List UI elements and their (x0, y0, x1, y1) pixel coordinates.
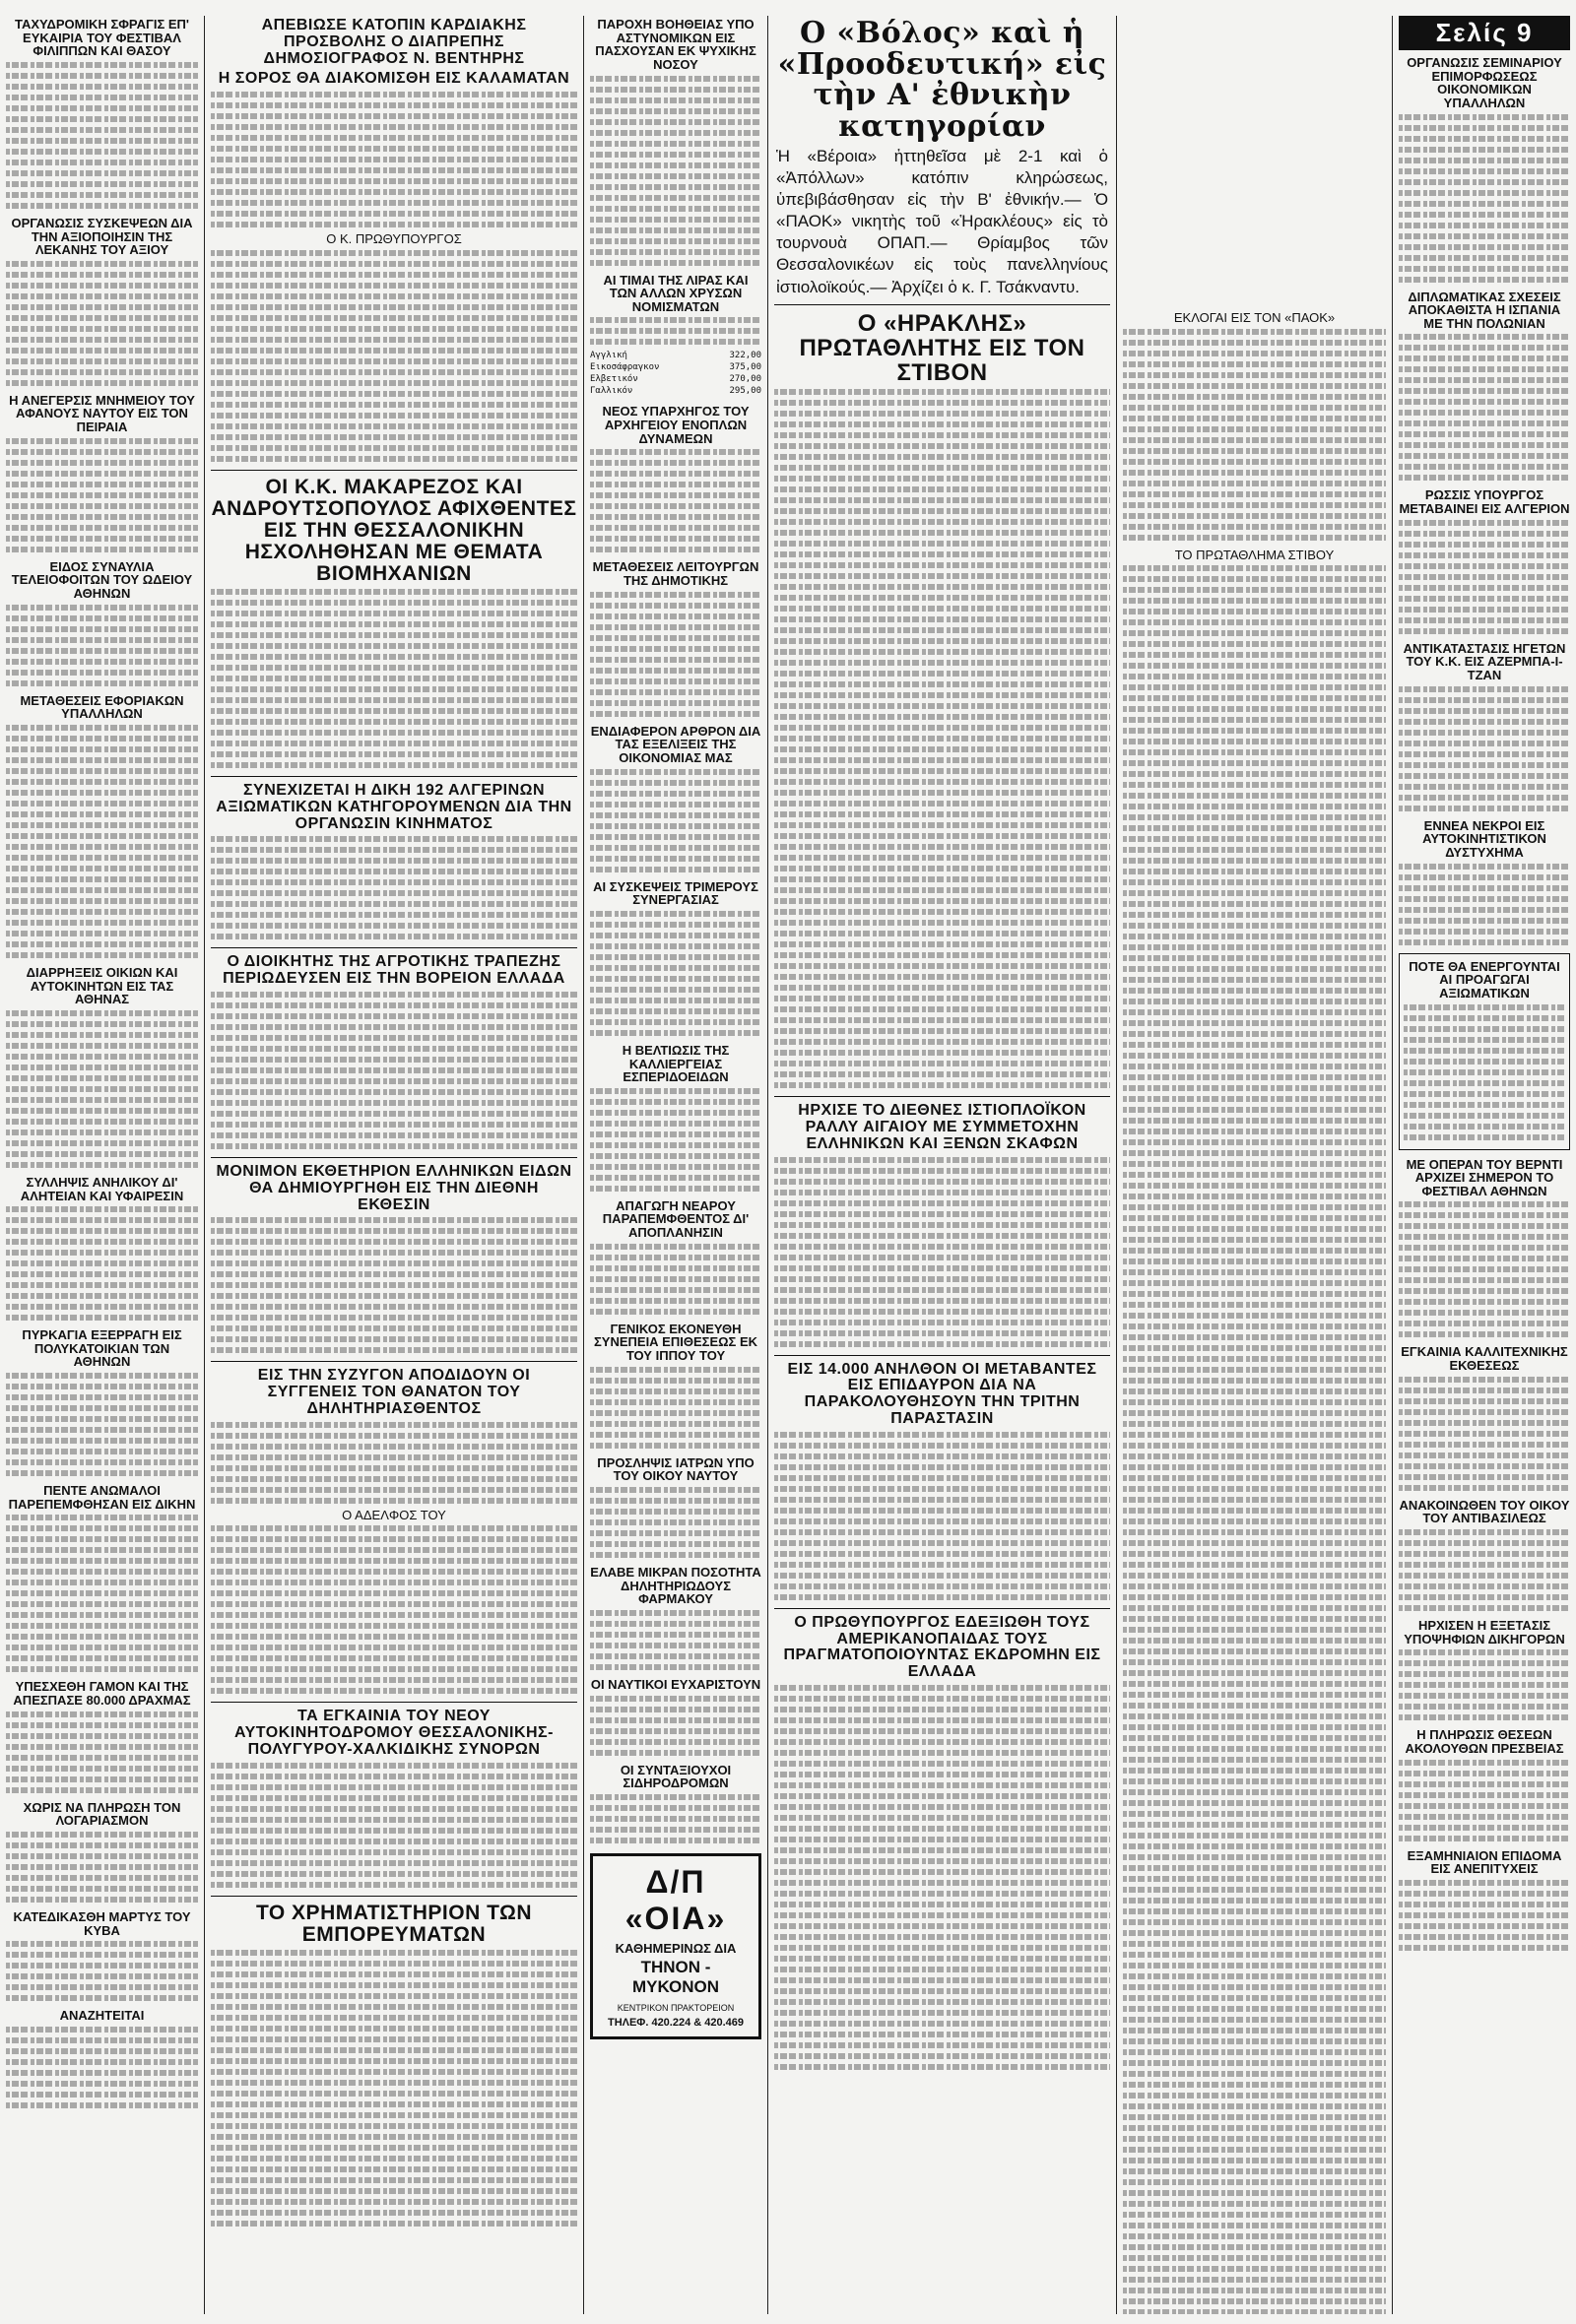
price-row: Εικοσάφραγκον 375,00 (590, 362, 761, 373)
headline: ΔΙΠΛΩΜΑΤΙΚΑΣ ΣΧΕΣΕΙΣ ΑΠΟΚΑΘΙΣΤΑ Η ΙΣΠΑΝΙΑ ΜΕ ΤΗΝ ΠΟΛΩΝΙΑΝ (1408, 289, 1561, 331)
headline: ΕΙΣ ΤΗΝ ΣΥΖΥΓΟΝ ΑΠΟΔΙΔΟΥΝ ΟΙ ΣΥΓΓΕΝΕΙΣ ΤΟΝ ΘΑΝΑΤΟΝ ΤΟΥ ΔΗΛΗΤΗΡΙΑΣΘΕΝΤΟΣ (257, 1367, 531, 1418)
headline: ΝΕΟΣ ΥΠΑΡΧΗΓΟΣ ΤΟΥ ΑΡΧΗΓΕΙΟΥ ΕΝΟΠΛΩΝ ΔΥΝΑΜΕΩΝ (602, 404, 750, 446)
headline: ΑΙ ΤΙΜΑΙ ΤΗΣ ΛΙΡΑΣ ΚΑΙ ΤΩΝ ΑΛΛΩΝ ΧΡΥΣΩΝ ΝΟΜΙΣΜΑΤΩΝ (603, 272, 749, 314)
article-body (1399, 1529, 1570, 1611)
subheadline: Η ΣΟΡΟΣ ΘΑ ΔΙΑΚΟΜΙΣΘΗ ΕΙΣ ΚΑΛΑΜΑΤΑΝ (218, 70, 570, 88)
article-body (211, 1217, 577, 1353)
story (590, 880, 761, 1036)
lead-story (774, 18, 1110, 1088)
headline: ΚΑΤΕΔΙΚΑΣΘΗ ΜΑΡΤΥΣ ΤΟΥ ΚΥΒΑ (13, 1908, 191, 1938)
ad-phone: ΤΗΛΕΦ. 420.224 & 420.469 (607, 2016, 745, 2029)
story (590, 1764, 761, 1843)
article-body (590, 317, 761, 345)
gold-prices-table (590, 350, 761, 397)
story (211, 1709, 577, 1887)
story (1399, 1158, 1570, 1338)
article-body (1123, 329, 1386, 541)
article-body (6, 62, 198, 209)
headline: ΠΑΡΟΧΗ ΒΟΗΘΕΙΑΣ ΥΠΟ ΑΣΤΥΝΟΜΙΚΩΝ ΕΙΣ ΠΑΣΧΟΥΣΑΝ ΕΚ ΨΥΧΙΚΗΣ ΝΟΣΟΥ (595, 17, 756, 72)
article-body (6, 1832, 198, 1903)
article-body (590, 911, 761, 1036)
article-body (211, 836, 577, 939)
article-body (590, 1367, 761, 1449)
headline: ΕΙΣ 14.000 ΑΝΗΛΘΟΝ ΟΙ ΜΕΤΑΒΑΝΤΕΣ ΕΙΣ ΕΠΙΔΑΥΡΟΝ ΔΙΑ ΝΑ ΠΑΡΑΚΟΛΟΥΘΗΣΟΥΝ ΤΗΝ ΤΡΙΤΗΝ ΠΑΡΑΣΤΑΣΙΝ (787, 1360, 1097, 1427)
story (1399, 1345, 1570, 1490)
headline: ΓΕΝΙΚΟΣ ΕΚΟΝΕΥΘΗ ΣΥΝΕΠΕΙΑ ΕΠΙΘΕΣΕΩΣ ΕΚ ΤΟΥ ΙΠΠΟΥ ΤΟΥ (593, 1321, 758, 1364)
headline: ΠΥΡΚΑΓΙΑ ΕΞΕΡΡΑΓΗ ΕΙΣ ΠΟΛΥΚΑΤΟΙΚΙΑΝ ΤΩΝ ΑΘΗΝΩΝ (22, 1327, 182, 1370)
headline: ΣΥΛΛΗΨΙΣ ΑΝΗΛΙΚΟΥ ΔΙ' ΑΛΗΤΕΙΑΝ ΚΑΙ ΥΦΑΙΡΕΣΙΝ (20, 1174, 184, 1203)
article-body (1399, 1377, 1570, 1491)
lead-headline: Ο «Βόλος» καὶ ἡ «Προοδευτική» εἰς τὴν Α' ἐθνικὴν κατηγορίαν (777, 16, 1107, 144)
section-label: ΤΟ ΠΡΩΤΑΘΛΗΜΑ ΣΤΙΒΟΥ (1174, 547, 1335, 562)
article-body (1399, 1760, 1570, 1841)
headline: ΑΠΑΓΩΓΗ ΝΕΑΡΟΥ ΠΑΡΑΠΕΜΦΘΕΝΤΟΣ ΔΙ' ΑΠΟΠΛΑΝΗΣΙΝ (602, 1197, 750, 1241)
ad-line: ΚΕΝΤΡΙΚΟΝ ΠΡΑΚΤΟΡΕΙΟΝ (617, 2002, 735, 2013)
headline: ΠΟΤΕ ΘΑ ΕΝΕΡΓΟΥΝΤΑΙ ΑΙ ΠΡΟΑΓΩΓΑΙ ΑΞΙΩΜΑΤΙΚΩΝ (1409, 958, 1560, 1001)
headline: ΑΝΤΙΚΑΤΑΣΤΑΣΙΣ ΗΓΕΤΩΝ ΤΟΥ Κ.Κ. ΕΙΣ ΑΖΕΡΜΠΑ-Ι-ΤΖΑΝ (1403, 640, 1566, 683)
story (590, 1678, 761, 1756)
headline: ΜΕΤΑΘΕΣΕΙΣ ΛΕΙΤΟΥΡΓΩΝ ΤΗΣ ΔΗΜΟΤΙΚΗΣ (592, 559, 759, 589)
article-body (774, 1432, 1110, 1600)
headline: ΟΙ Κ.Κ. ΜΑΚΑΡΕΖΟΣ ΚΑΙ ΑΝΔΡΟΥΤΣΟΠΟΥΛΟΣ ΑΦΙΧΘΕΝΤΕΣ ΕΙΣ ΤΗΝ ΘΕΣΣΑΛΟΝΙΚΗΝ ΗΣΧΟΛΗΘΗΣΑΝ ΜΕ ΘΕΜΑΤΑ ΒΙΟΜΗΧΑΝΙΩΝ (211, 475, 577, 586)
story (6, 1680, 198, 1792)
headline: Ο ΔΙΟΙΚΗΤΗΣ ΤΗΣ ΑΓΡΟΤΙΚΗΣ ΤΡΑΠΕΖΗΣ ΠΕΡΙΩΔΕΥΣΕΝ ΕΙΣ ΤΗΝ ΒΟΡΕΙΟΝ ΕΛΛΑΔΑ (223, 953, 565, 988)
story (211, 1903, 577, 2227)
article-body (1399, 520, 1570, 634)
lead-dek: Ἡ «Βέροια» ἡττηθεῖσα μὲ 2-1 καὶ ὁ «Ἀπόλλων» κατόπιν κληρώσεως, ὑπεβιβάσθησαν εἰς τὴν Β' ἐθνικήν.— Ὁ «ΠΑΟΚ» νικητὴς τοῦ «Ἡρακλέους» εἰς τὸ τουρνουὰ ΟΠΑΠ.— Θρίαμβος τῶν Θεσσαλονικέων εἰς τοὺς πανελληνίους ἰστιολοϊκούς.— Ἀρχίζει ὁ κ. Γ. Τσάκναντυ. (776, 147, 1108, 296)
article-body (1399, 1201, 1570, 1337)
section-label: ΕΚΛΟΓΑΙ ΕΙΣ ΤΟΝ «ΠΑΟΚ» (1173, 310, 1336, 325)
article-body (1399, 1649, 1570, 1720)
headline: ΑΝΑΖΗΤΕΙΤΑΙ (59, 2008, 145, 2024)
article-body (6, 438, 198, 552)
article-body (6, 2027, 198, 2108)
article-body (6, 261, 198, 386)
page-number: Σελίς 9 (1399, 16, 1570, 50)
headline: ΕΛΑΒΕ ΜΙΚΡΑΝ ΠΟΣΟΤΗΤΑ ΔΗΛΗΤΗΡΙΩΔΟΥΣ ΦΑΡΜΑΚΟΥ (590, 1564, 761, 1607)
story (774, 1615, 1110, 2070)
section-label: Ο Κ. ΠΡΩΘΥΠΟΥΡΓΟΣ (326, 231, 462, 247)
story (6, 1910, 198, 2001)
story (590, 1199, 761, 1315)
story (6, 217, 198, 386)
story (211, 1164, 577, 1353)
article-body (1399, 864, 1570, 945)
headline: ΑΙ ΣΥΣΚΕΨΕΙΣ ΤΡΙΜΕΡΟΥΣ ΣΥΝΕΡΓΑΣΙΑΣ (593, 878, 758, 908)
column-5 (1117, 16, 1393, 2314)
story (590, 1044, 761, 1192)
headline: ΟΙ ΝΑΥΤΙΚΟΙ ΕΥΧΑΡΙΣΤΟΥΝ (590, 1676, 761, 1692)
story (6, 694, 198, 958)
headline: ΤΑ ΕΓΚΑΙΝΙΑ ΤΟΥ ΝΕΟΥ ΑΥΤΟΚΙΝΗΤΟΔΡΟΜΟΥ ΘΕΣΣΑΛΟΝΙΚΗΣ-ΠΟΛΥΓΥΡΟΥ-ΧΑΛΚΙΔΙΚΗΣ ΣΥΝΟΡΩΝ (234, 1708, 554, 1759)
story (6, 1328, 198, 1476)
story (1399, 642, 1570, 811)
article-body (590, 769, 761, 872)
headline: ΜΕ ΟΠΕΡΑΝ ΤΟΥ ΒΕΡΝΤΙ ΑΡΧΙΖΕΙ ΣΗΜΕΡΟΝ ΤΟ ΦΕΣΤΙΒΑΛ ΑΘΗΝΩΝ (1406, 1156, 1563, 1198)
headline: ΟΡΓΑΝΩΣΙΣ ΣΕΜΙΝΑΡΙΟΥ ΕΠΙΜΟΡΦΩΣΕΩΣ ΟΙΚΟΝΟΜΙΚΩΝ ΥΠΑΛΛΗΛΩΝ (1407, 55, 1562, 110)
headline: Η ΒΕΛΤΙΩΣΙΣ ΤΗΣ ΚΑΛΛΙΕΡΓΕΙΑΣ ΕΣΠΕΡΙΔΟΕΙΔΩΝ (622, 1042, 730, 1085)
article-body (211, 1422, 577, 1504)
article-body (6, 605, 198, 686)
article-body (590, 1696, 761, 1756)
headline: ΕΝΔΙΑΦΕΡΟΝ ΑΡΘΡΟΝ ΔΙΑ ΤΑΣ ΕΞΕΛΙΞΕΙΣ ΤΗΣ ΟΙΚΟΝΟΜΙΑΣ ΜΑΣ (590, 723, 761, 765)
column-4 (768, 16, 1117, 2314)
ad-line: ΚΑΘΗΜΕΡΙΝΩΣ ΔΙΑ (615, 1940, 737, 1956)
article-body (6, 725, 198, 958)
headline: ΥΠΕΣΧΕΘΗ ΓΑΜΟΝ ΚΑΙ ΤΗΣ ΑΠΕΣΠΑΣΕ 80.000 ΔΡΑΧΜΑΣ (13, 1679, 191, 1709)
column-2 (205, 16, 584, 2314)
section-label: Ο ΑΔΕΛΦΟΣ ΤΟΥ (342, 1507, 446, 1522)
story (590, 1566, 761, 1670)
headline: ΤΑΧΥΔΡΟΜΙΚΗ ΣΦΡΑΓΙΣ ΕΠ' ΕΥΚΑΙΡΙΑ ΤΟΥ ΦΕΣΤΙΒΑΛ ΦΙΛΙΠΠΩΝ ΚΑΙ ΘΑΣΟΥ (14, 17, 190, 59)
article-body (774, 389, 1110, 1088)
story (774, 1103, 1110, 1346)
article-body (1399, 114, 1570, 283)
story (211, 954, 577, 1149)
story (590, 1456, 761, 1558)
article-body (590, 1088, 761, 1192)
headline: ΕΝΝΕΑ ΝΕΚΡΟΙ ΕΙΣ ΑΥΤΟΚΙΝΗΤΙΣΤΙΚΟΝ ΔΥΣΤΥΧΗΜΑ (1422, 817, 1546, 860)
story (6, 1801, 198, 1903)
story (590, 725, 761, 872)
article-body (590, 449, 761, 552)
story (590, 1323, 761, 1449)
article-body (774, 1157, 1110, 1347)
article-body (1404, 1004, 1565, 1140)
article-body (211, 1950, 577, 2227)
headline: ΕΓΚΑΙΝΙΑ ΚΑΛΛΙΤΕΧΝΙΚΗΣ ΕΚΘΕΣΕΩΣ (1401, 1344, 1568, 1374)
article-body (211, 92, 577, 227)
story (774, 1362, 1110, 1600)
article-body (6, 1010, 198, 1168)
article-body (590, 1610, 761, 1670)
story (590, 274, 761, 398)
headline: ΟΙ ΣΥΝΤΑΞΙΟΥΧΟΙ ΣΙΔΗΡΟΔΡΟΜΩΝ (620, 1762, 732, 1791)
headline: ΡΩΣΣΙΣ ΥΠΟΥΡΓΟΣ ΜΕΤΑΒΑΙΝΕΙ ΕΙΣ ΑΛΓΕΡΙΟΝ (1399, 487, 1570, 517)
story (211, 18, 577, 462)
story (6, 2009, 198, 2108)
story (211, 783, 577, 939)
article-body (1123, 565, 1386, 2314)
article-body (211, 589, 577, 768)
article-body (6, 1711, 198, 1793)
headline: Ο «ΗΡΑΚΛΗΣ» ΠΡΩΤΑΘΛΗΤΗΣ ΕΙΣ ΤΟΝ ΣΤΙΒΟΝ (799, 309, 1085, 387)
story (1399, 1499, 1570, 1611)
story (6, 560, 198, 686)
story (590, 18, 761, 266)
ad-destinations: ΤΗΝΟΝ - ΜΥΚΟΝΟΝ (632, 1957, 719, 1996)
headline: ΜΟΝΙΜΟΝ ΕΚΘΕΤΗΡΙΟΝ ΕΛΛΗΝΙΚΩΝ ΕΙΔΩΝ ΘΑ ΔΗΜΙΟΥΡΓΗΘΗ ΕΙΣ ΤΗΝ ΔΙΕΘΝΗ ΕΚΘΕΣΙΝ (216, 1163, 572, 1213)
story (1399, 1849, 1570, 1951)
column-6 (1393, 16, 1576, 2314)
story (6, 966, 198, 1168)
article-body (590, 1794, 761, 1843)
article-body (1399, 686, 1570, 811)
story (1123, 549, 1386, 2314)
story (1399, 290, 1570, 482)
headline: Η ΑΝΕΓΕΡΣΙΣ ΜΝΗΜΕΙΟΥ ΤΟΥ ΑΦΑΝΟΥΣ ΝΑΥΤΟΥ ΕΙΣ ΤΟΝ ΠΕΙΡΑΙΑ (9, 392, 195, 435)
price-row: Γαλλικόν 295,00 (590, 386, 761, 397)
article-body (211, 250, 577, 462)
headline: ΑΝΑΚΟΙΝΩΘΕΝ ΤΟΥ ΟΙΚΟΥ ΤΟΥ ΑΝΤΙΒΑΣΙΛΕΩΣ (1399, 1497, 1570, 1526)
story (6, 394, 198, 552)
article-body (590, 1487, 761, 1558)
story (1399, 488, 1570, 633)
headline: ΤΟ ΧΡΗΜΑΤΙΣΤΗΡΙΟΝ ΤΩΝ ΕΜΠΟΡΕΥΜΑΤΩΝ (255, 1901, 533, 1946)
column-3 (584, 16, 768, 2314)
story (211, 477, 577, 768)
article-body (211, 992, 577, 1149)
story (1399, 1728, 1570, 1840)
article-body (211, 1525, 577, 1694)
story (6, 1484, 198, 1672)
article-body (6, 1941, 198, 2001)
story (6, 1176, 198, 1321)
article-body (6, 1373, 198, 1476)
headline: Η ΠΛΗΡΩΣΙΣ ΘΕΣΕΩΝ ΑΚΟΛΟΥΘΩΝ ΠΡΕΣΒΕΙΑΣ (1405, 1727, 1564, 1756)
headline: ΕΙΔΟΣ ΣΥΝΑΥΛΙΑ ΤΕΛΕΙΟΦΟΙΤΩΝ ΤΟΥ ΩΔΕΙΟΥ ΑΘΗΝΩΝ (11, 558, 193, 602)
headline: ΔΙΑΡΡΗΞΕΙΣ ΟΙΚΙΩΝ ΚΑΙ ΑΥΤΟΚΙΝΗΤΩΝ ΕΙΣ ΤΑΣ ΑΘΗΝΑΣ (26, 964, 178, 1007)
headline: Ο ΠΡΩΘΥΠΟΥΡΓΟΣ ΕΔΕΞΙΩΘΗ ΤΟΥΣ ΑΜΕΡΙΚΑΝΟΠΑΙΔΑΣ ΤΟΥΣ ΠΡΑΓΜΑΤΟΠΟΙΟΥΝΤΑΣ ΕΚΔΡΟΜΗΝ ΕΙΣ ΕΛΛΑΔΑ (783, 1613, 1101, 1681)
article-body (774, 1685, 1110, 2070)
ad-brand: Δ/Π «ΟΙΑ» (624, 1863, 727, 1936)
headline: ΟΡΓΑΝΩΣΙΣ ΣΥΣΚΕΨΕΩΝ ΔΙΑ ΤΗΝ ΑΞΙΟΠΟΙΗΣΙΝ ΤΗΣ ΛΕΚΑΝΗΣ ΤΟΥ ΑΞΙΟΥ (11, 215, 193, 258)
price-row: Ελβετικόν 270,00 (590, 374, 761, 385)
story (211, 1368, 577, 1694)
article-body (6, 1515, 198, 1672)
story (1399, 56, 1570, 283)
story (1399, 819, 1570, 945)
headline: ΑΠΕΒΙΩΣΕ ΚΑΤΟΠΙΝ ΚΑΡΔΙΑΚΗΣ ΠΡΟΣΒΟΛΗΣ Ο ΔΙΑΠΡΕΠΗΣ ΔΗΜΟΣΙΟΓΡΑΦΟΣ Ν. ΒΕΝΤΗΡΗΣ (261, 17, 527, 67)
headline: ΧΩΡΙΣ ΝΑ ΠΛΗΡΩΣΗ ΤΟΝ ΛΟΓΑΡΙΑΣΜΟΝ (23, 1799, 181, 1829)
article-body (211, 1763, 577, 1888)
headline: ΜΕΤΑΘΕΣΕΙΣ ΕΦΟΡΙΑΚΩΝ ΥΠΑΛΛΗΛΩΝ (20, 692, 184, 722)
story (6, 18, 198, 209)
article-body (1399, 1880, 1570, 1951)
article-body (1399, 334, 1570, 481)
story (1399, 953, 1570, 1150)
story (590, 405, 761, 552)
article-body (590, 76, 761, 266)
price-row: Αγγλική 322,00 (590, 351, 761, 361)
story (590, 560, 761, 716)
story (1123, 311, 1386, 541)
headline: ΠΡΟΣΛΗΨΙΣ ΙΑΤΡΩΝ ΥΠΟ ΤΟΥ ΟΙΚΟΥ ΝΑΥΤΟΥ (597, 1454, 755, 1484)
article-body (590, 592, 761, 717)
article-body (6, 1206, 198, 1321)
article-body (590, 1244, 761, 1315)
headline: ΗΡΧΙΣΕ ΤΟ ΔΙΕΘΝΕΣ ΙΣΤΙΟΠΛΟΪΚΟΝ ΡΑΛΛΥ ΑΙΓΑΙΟΥ ΜΕ ΣΥΜΜΕΤΟΧΗΝ ΕΛΛΗΝΙΚΩΝ ΚΑΙ ΞΕΝΩΝ ΣΚΑΦΩΝ (798, 1102, 1086, 1152)
story (1399, 1619, 1570, 1720)
headline: ΗΡΧΙΣΕΝ Η ΕΞΕΤΑΣΙΣ ΥΠΟΨΗΦΙΩΝ ΔΙΚΗΓΟΡΩΝ (1404, 1618, 1565, 1646)
headline: ΠΕΝΤΕ ΑΝΩΜΑΛΟΙ ΠΑΡΕΠΕΜΦΘΗΣΑΝ ΕΙΣ ΔΙΚΗΝ (8, 1483, 196, 1512)
ferry-advertisement (590, 1853, 761, 2039)
column-1 (0, 16, 205, 2314)
headline: ΕΞΑΜΗΝΙΑΙΟΝ ΕΠΙΔΟΜΑ ΕΙΣ ΑΝΕΠΙΤΥΧΕΙΣ (1407, 1847, 1562, 1877)
headline: ΣΥΝΕΧΙΖΕΤΑΙ Η ΔΙΚΗ 192 ΑΛΓΕΡΙΝΩΝ ΑΞΙΩΜΑΤΙΚΩΝ ΚΑΤΗΓΟΡΟΥΜΕΝΩΝ ΔΙΑ ΤΗΝ ΟΡΓΑΝΩΣΙΝ ΚΙΝΗΜΑΤΟΣ (216, 782, 572, 832)
